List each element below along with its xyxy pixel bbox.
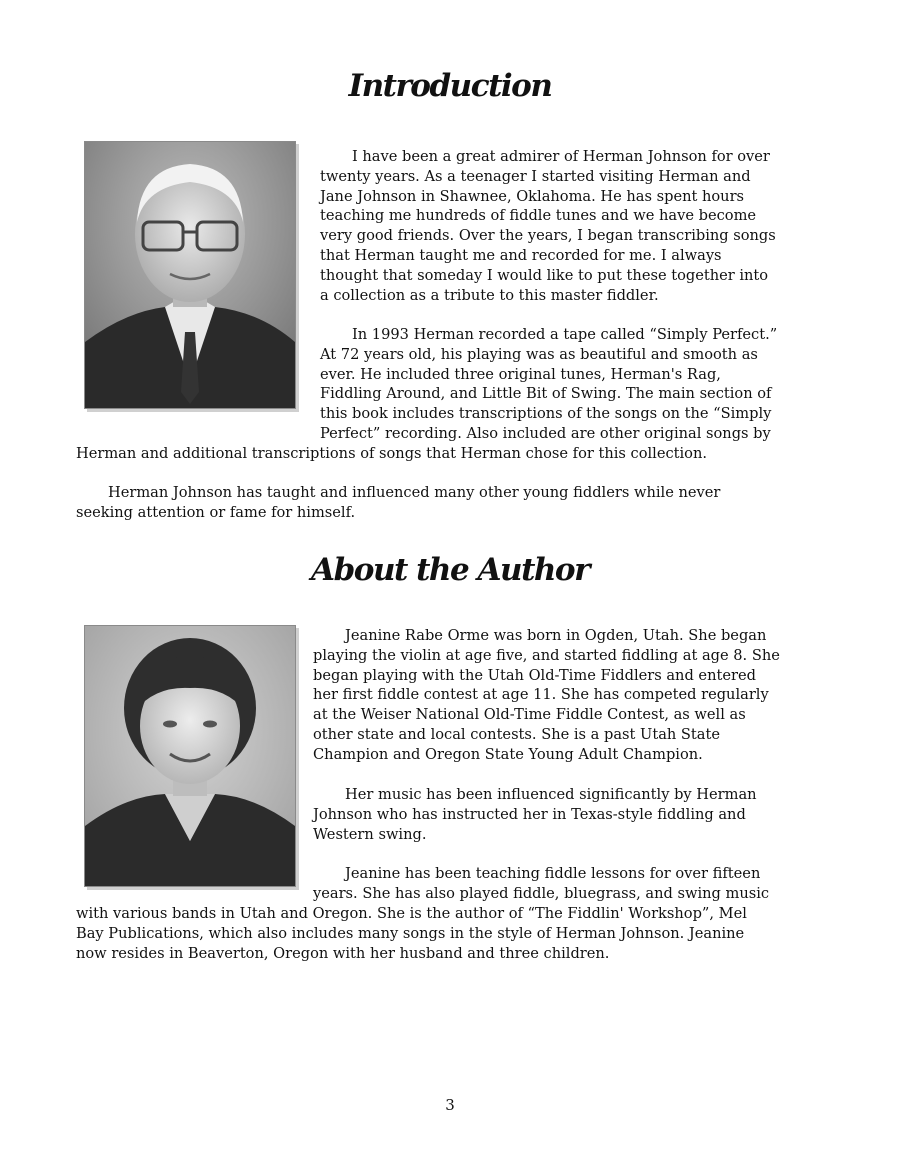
- text-line: Jane Johnson in Shawnee, Oklahoma. He has spent hours: [320, 187, 745, 205]
- intro-paragraph-2: [320, 325, 777, 444]
- text-line: other state and local contests. She is a past Utah State: [313, 725, 721, 743]
- intro-paragraph-3: [76, 483, 720, 523]
- text-line: years. She has also played fiddle, bluegrass, and swing music: [313, 884, 770, 902]
- text-line: Herman and additional transcriptions of songs that Herman chose for this collection.: [76, 445, 708, 462]
- author-paragraph-2: [313, 785, 757, 844]
- text-line: now resides in Beaverton, Oregon with her husband and three children.: [76, 944, 610, 962]
- author-paragraph-3: [313, 864, 769, 904]
- text-line: very good friends. Over the years, I began transcribing songs: [320, 227, 776, 245]
- text-line: that Herman taught me and recorded for me. I always: [320, 246, 722, 264]
- text-line: Johnson who has instructed her in Texas-style fiddling and: [313, 805, 746, 823]
- text-line: Perfect” recording. Also included are other original songs by: [320, 424, 771, 442]
- text-line: a collection as a tribute to this master fiddler.: [320, 286, 659, 304]
- text-line: at the Weiser National Old-Time Fiddle Contest, as well as: [313, 706, 746, 724]
- text-line: began playing with the Utah Old-Time Fiddlers and entered: [313, 666, 756, 684]
- author-heading: About the Author: [311, 552, 589, 588]
- text-line: Jeanine Rabe Orme was born in Ogden, Utah. She began: [345, 627, 767, 644]
- text-line: her first fiddle contest at age 11. She has competed regularly: [313, 686, 769, 704]
- text-line: Herman Johnson has taught and influenced many other young fiddlers while never: [108, 484, 721, 501]
- text-line: I have been a great admirer of Herman Johnson for over: [352, 148, 770, 165]
- text-line: twenty years. As a teenager I started visiting Herman and: [320, 167, 751, 185]
- text-line: ever. He included three original tunes, Herman's Rag,: [320, 365, 721, 383]
- text-line: playing the violin at age five, and started fiddling at age 8. She: [313, 646, 780, 664]
- author-paragraph-1: [313, 626, 780, 765]
- text-line: At 72 years old, his playing was as beautiful and smooth as: [320, 345, 758, 363]
- page-number: 3: [445, 1096, 455, 1114]
- text-line: Western swing.: [313, 825, 427, 843]
- intro-paragraph-2-continued: [76, 444, 707, 464]
- text-line: with various bands in Utah and Oregon. She is the author of “The Fiddlin' Workshop”, Mel: [76, 905, 747, 922]
- text-line: Bay Publications, which also includes many songs in the style of Herman Johnson. Jeanine: [76, 924, 745, 942]
- text-line: thought that someday I would like to put these together into: [320, 266, 769, 284]
- herman-johnson-portrait: [84, 141, 296, 409]
- text-line: seeking attention or fame for himself.: [76, 503, 356, 521]
- text-line: teaching me hundreds of fiddle tunes and we have become: [320, 207, 757, 225]
- text-line: Her music has been influenced significantly by Herman: [345, 786, 757, 803]
- text-line: Fiddling Around, and Little Bit of Swing. The main section of: [320, 385, 772, 403]
- jeanine-orme-portrait: [84, 625, 296, 887]
- intro-paragraph-1: [320, 147, 776, 305]
- text-line: Jeanine has been teaching fiddle lessons for over fifteen: [345, 865, 761, 882]
- intro-heading: Introduction: [348, 68, 552, 104]
- text-line: In 1993 Herman recorded a tape called “Simply Perfect.”: [352, 326, 778, 343]
- author-paragraph-3-continued: [76, 904, 747, 963]
- text-line: this book includes transcriptions of the songs on the “Simply: [320, 405, 772, 423]
- text-line: Champion and Oregon State Young Adult Champion.: [313, 745, 703, 763]
